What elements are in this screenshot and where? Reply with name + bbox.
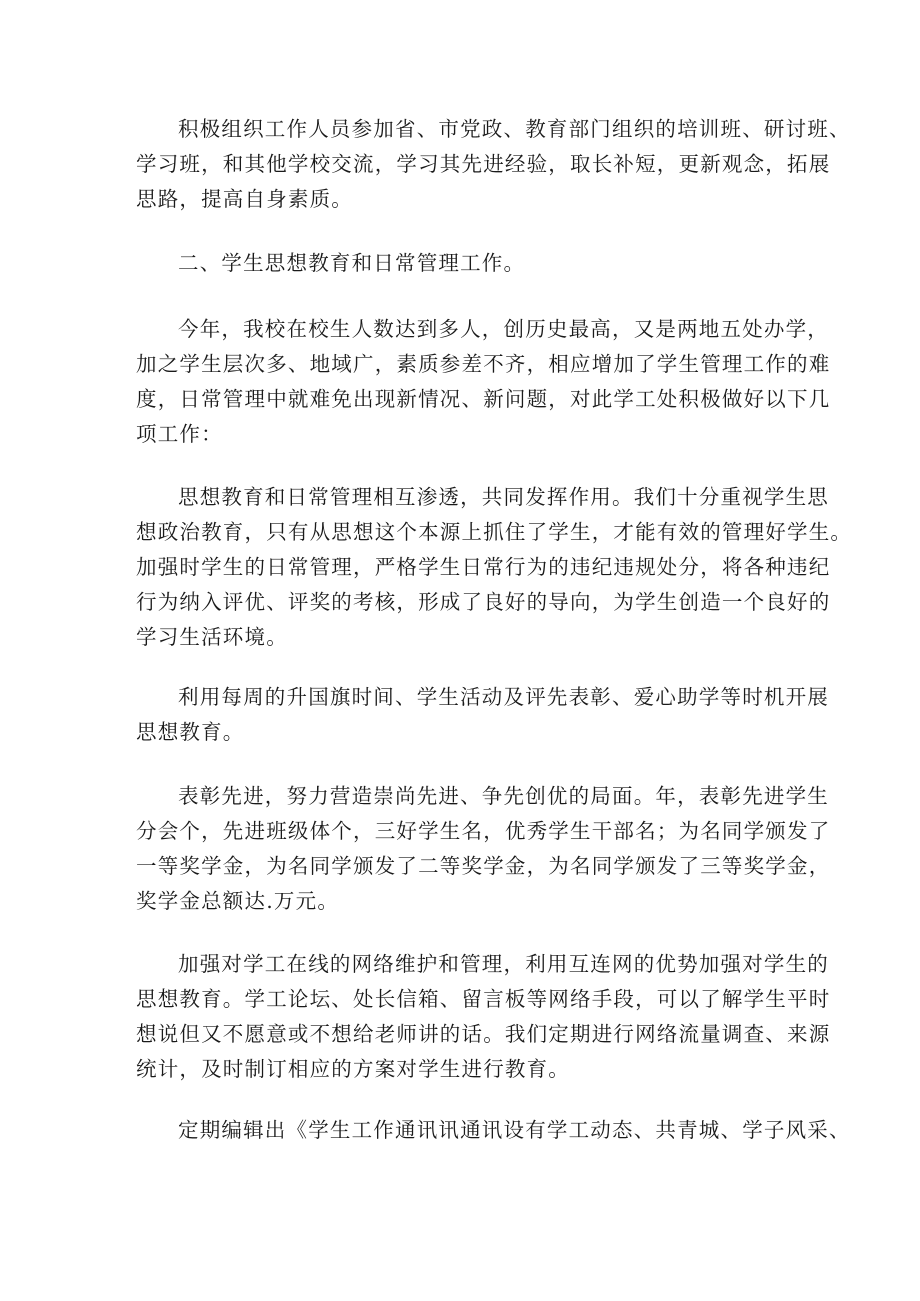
text-line: 二、学生思想教育和日常管理工作。 [178,251,526,275]
paragraph-enrollment [136,312,831,452]
text-line: 度，日常管理中就难免出现新情况、新问题，对此学工处积极做好以下几 [136,387,831,411]
text-line: 思路，提高自身素质。 [136,187,353,211]
paragraph-network [136,947,831,1087]
section-heading [136,246,806,281]
text-line: 一等奖学金，为名同学颁发了二等奖学金，为名同学颁发了三等奖学金， [136,854,831,878]
text-line: 思想教育。 [136,720,245,744]
text-line: 统计，及时制订相应的方案对学生进行教育。 [136,1057,570,1081]
text-line: 分会个，先进班级体个，三好学生名，优秀学生干部名；为名同学颁发了 [136,819,831,843]
text-line: 想政治教育，只有从思想这个本源上抓住了学生，才能有效的管理好学生。 [136,520,853,544]
text-line: 利用每周的升国旗时间、学生活动及评先表彰、爱心助学等时机开展 [178,685,829,709]
text-line: 加强时学生的日常管理，严格学生日常行为的违纪违规处分，将各种违纪 [136,555,831,579]
text-line: 积极组织工作人员参加省、市党政、教育部门组织的培训班、研讨班、 [178,117,851,141]
text-line: 今年，我校在校生人数达到多人，创历史最高，又是两地五处办学， [178,317,829,341]
paragraph-ideology [136,480,853,655]
paragraph-newsletter [136,1113,851,1148]
paragraph-flag-ceremony [136,680,829,750]
paragraph-training [136,112,851,217]
text-line: 学习生活环境。 [136,625,288,649]
text-line: 加之学生层次多、地域广，素质参差不齐，相应增加了学生管理工作的难 [136,352,831,376]
text-line: 奖学金总额达.万元。 [136,889,340,913]
text-line: 项工作： [136,422,223,446]
text-line: 表彰先进，努力营造崇尚先进、争先创优的局面。年，表彰先进学生 [178,784,829,808]
text-line: 学习班，和其他学校交流，学习其先进经验，取长补短，更新观念，拓展 [136,152,831,176]
text-line: 定期编辑出《学生工作通讯讯通讯设有学工动态、共青城、学子风采、 [178,1118,851,1142]
text-line: 思想教育。学工论坛、处长信箱、留言板等网络手段，可以了解学生平时 [136,987,831,1011]
text-line: 想说但又不愿意或不想给老师讲的话。我们定期进行网络流量调查、来源 [136,1022,831,1046]
paragraph-awards [136,779,831,919]
text-line: 思想教育和日常管理相互渗透，共同发挥作用。我们十分重视学生思 [178,485,829,509]
text-line: 行为纳入评优、评奖的考核，形成了良好的导向，为学生创造一个良好的 [136,590,831,614]
text-line: 加强对学工在线的网络维护和管理，利用互连网的优势加强对学生的 [178,952,829,976]
